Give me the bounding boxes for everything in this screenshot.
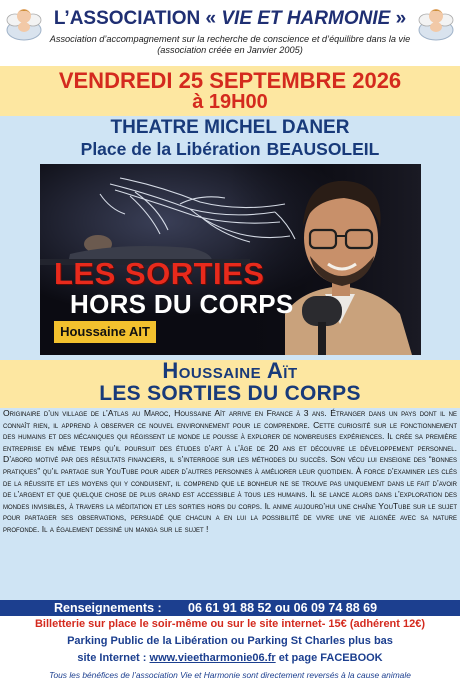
venue-name: THEATRE MICHEL DANER <box>110 117 350 138</box>
venue-address <box>0 139 460 160</box>
contact-phones: 06 61 91 88 52 ou 06 09 74 88 69 <box>188 601 378 615</box>
website-link[interactable]: www.vieetharmonie06.fr <box>149 652 276 664</box>
website-info <box>0 652 460 664</box>
venue-place: Place de la Libération <box>80 139 261 159</box>
speaker-biography: Originaire d’un village de l’Atlas au Maroc, Houssaine Aït arrive en France à 3 ans. Étranger dans un pays dont il ne connaît rien, il apprend à observer ce nouvel environnement pour le comprendre. Cette curiosité sur le fonctionnement des humains et des mécaniques qui régissent le monde le pousse à explorer de nombreuses expériences. Il crée sa première entreprise en même temps qu’il poursuit des études d’art à l’âge de 20 ans et découvre le développement personnel. D’abord motivé par des résultats financiers, il s’interroge sur les méthodes du succès. Son vécu lui enseigne des “bonnes pratiques” qu’il partage sur YouTube pour aider d’autres personnes à améliorer leur quotidien. À force d’examiner les clés de la réussite et les moyens qui y conduisent, il comprend que le bonheur ne se trouve pas uniquement dans le fait d’avoir de l’argent et que quelque chose de plus grand est accessible à tous les humains. Il se lance alors dans l’exploration des mondes invisibles, à travers la méditation et les sorties hors du corps. Il anime aujourd’hui une chaîne YouTube sur le sujet pour partager ses observations, persuadé que chacun a en lui la possibilité de vivre une vie alignée avec sa nature profonde. Il a également dessiné un manga sur le sujet ! <box>3 408 457 534</box>
poster-speaker-tag: Houssaine AIT <box>54 321 156 343</box>
title-suffix: » <box>395 8 407 29</box>
ticketing-info: Billetterie sur place le soir-même ou sur le site internet- 15€ (adhérent 12€) <box>34 618 426 630</box>
contact-label: Renseignements : <box>54 601 162 615</box>
parking-info: Parking Public de la Libération ou Parking St Charles plus bas <box>67 635 393 647</box>
poster-title-line-2: HORS DU CORPS <box>70 289 294 319</box>
title-prefix: L’ASSOCIATION « <box>53 8 217 29</box>
association-title <box>44 8 416 30</box>
association-subtitle <box>34 34 426 56</box>
event-date: VENDREDI 25 SEPTEMBRE 2026 <box>58 68 402 93</box>
poster-title-line-1: LES SORTIES <box>54 256 265 291</box>
event-time: à 19H00 <box>192 91 268 113</box>
footer-note: Tous les bénéfices de l’association Vie et Harmonie sont directement reversés à la cause animale <box>49 670 411 680</box>
subtitle-line-1: Association d’accompagnement sur la recherche de conscience et d’équilibre dans la vie <box>49 34 411 44</box>
website-prefix: site Internet : <box>77 652 147 664</box>
association-name: VIE ET HARMONIE <box>221 8 391 29</box>
talk-topic: LES SORTIES DU CORPS <box>99 382 361 405</box>
venue-city: BEAUSOLEIL <box>266 139 380 159</box>
speaker-name: Houssaine Aït <box>162 358 298 383</box>
website-suffix: et page FACEBOOK <box>278 652 383 664</box>
event-poster <box>40 164 421 355</box>
subtitle-line-2: (association créée en Janvier 2005) <box>157 45 303 55</box>
